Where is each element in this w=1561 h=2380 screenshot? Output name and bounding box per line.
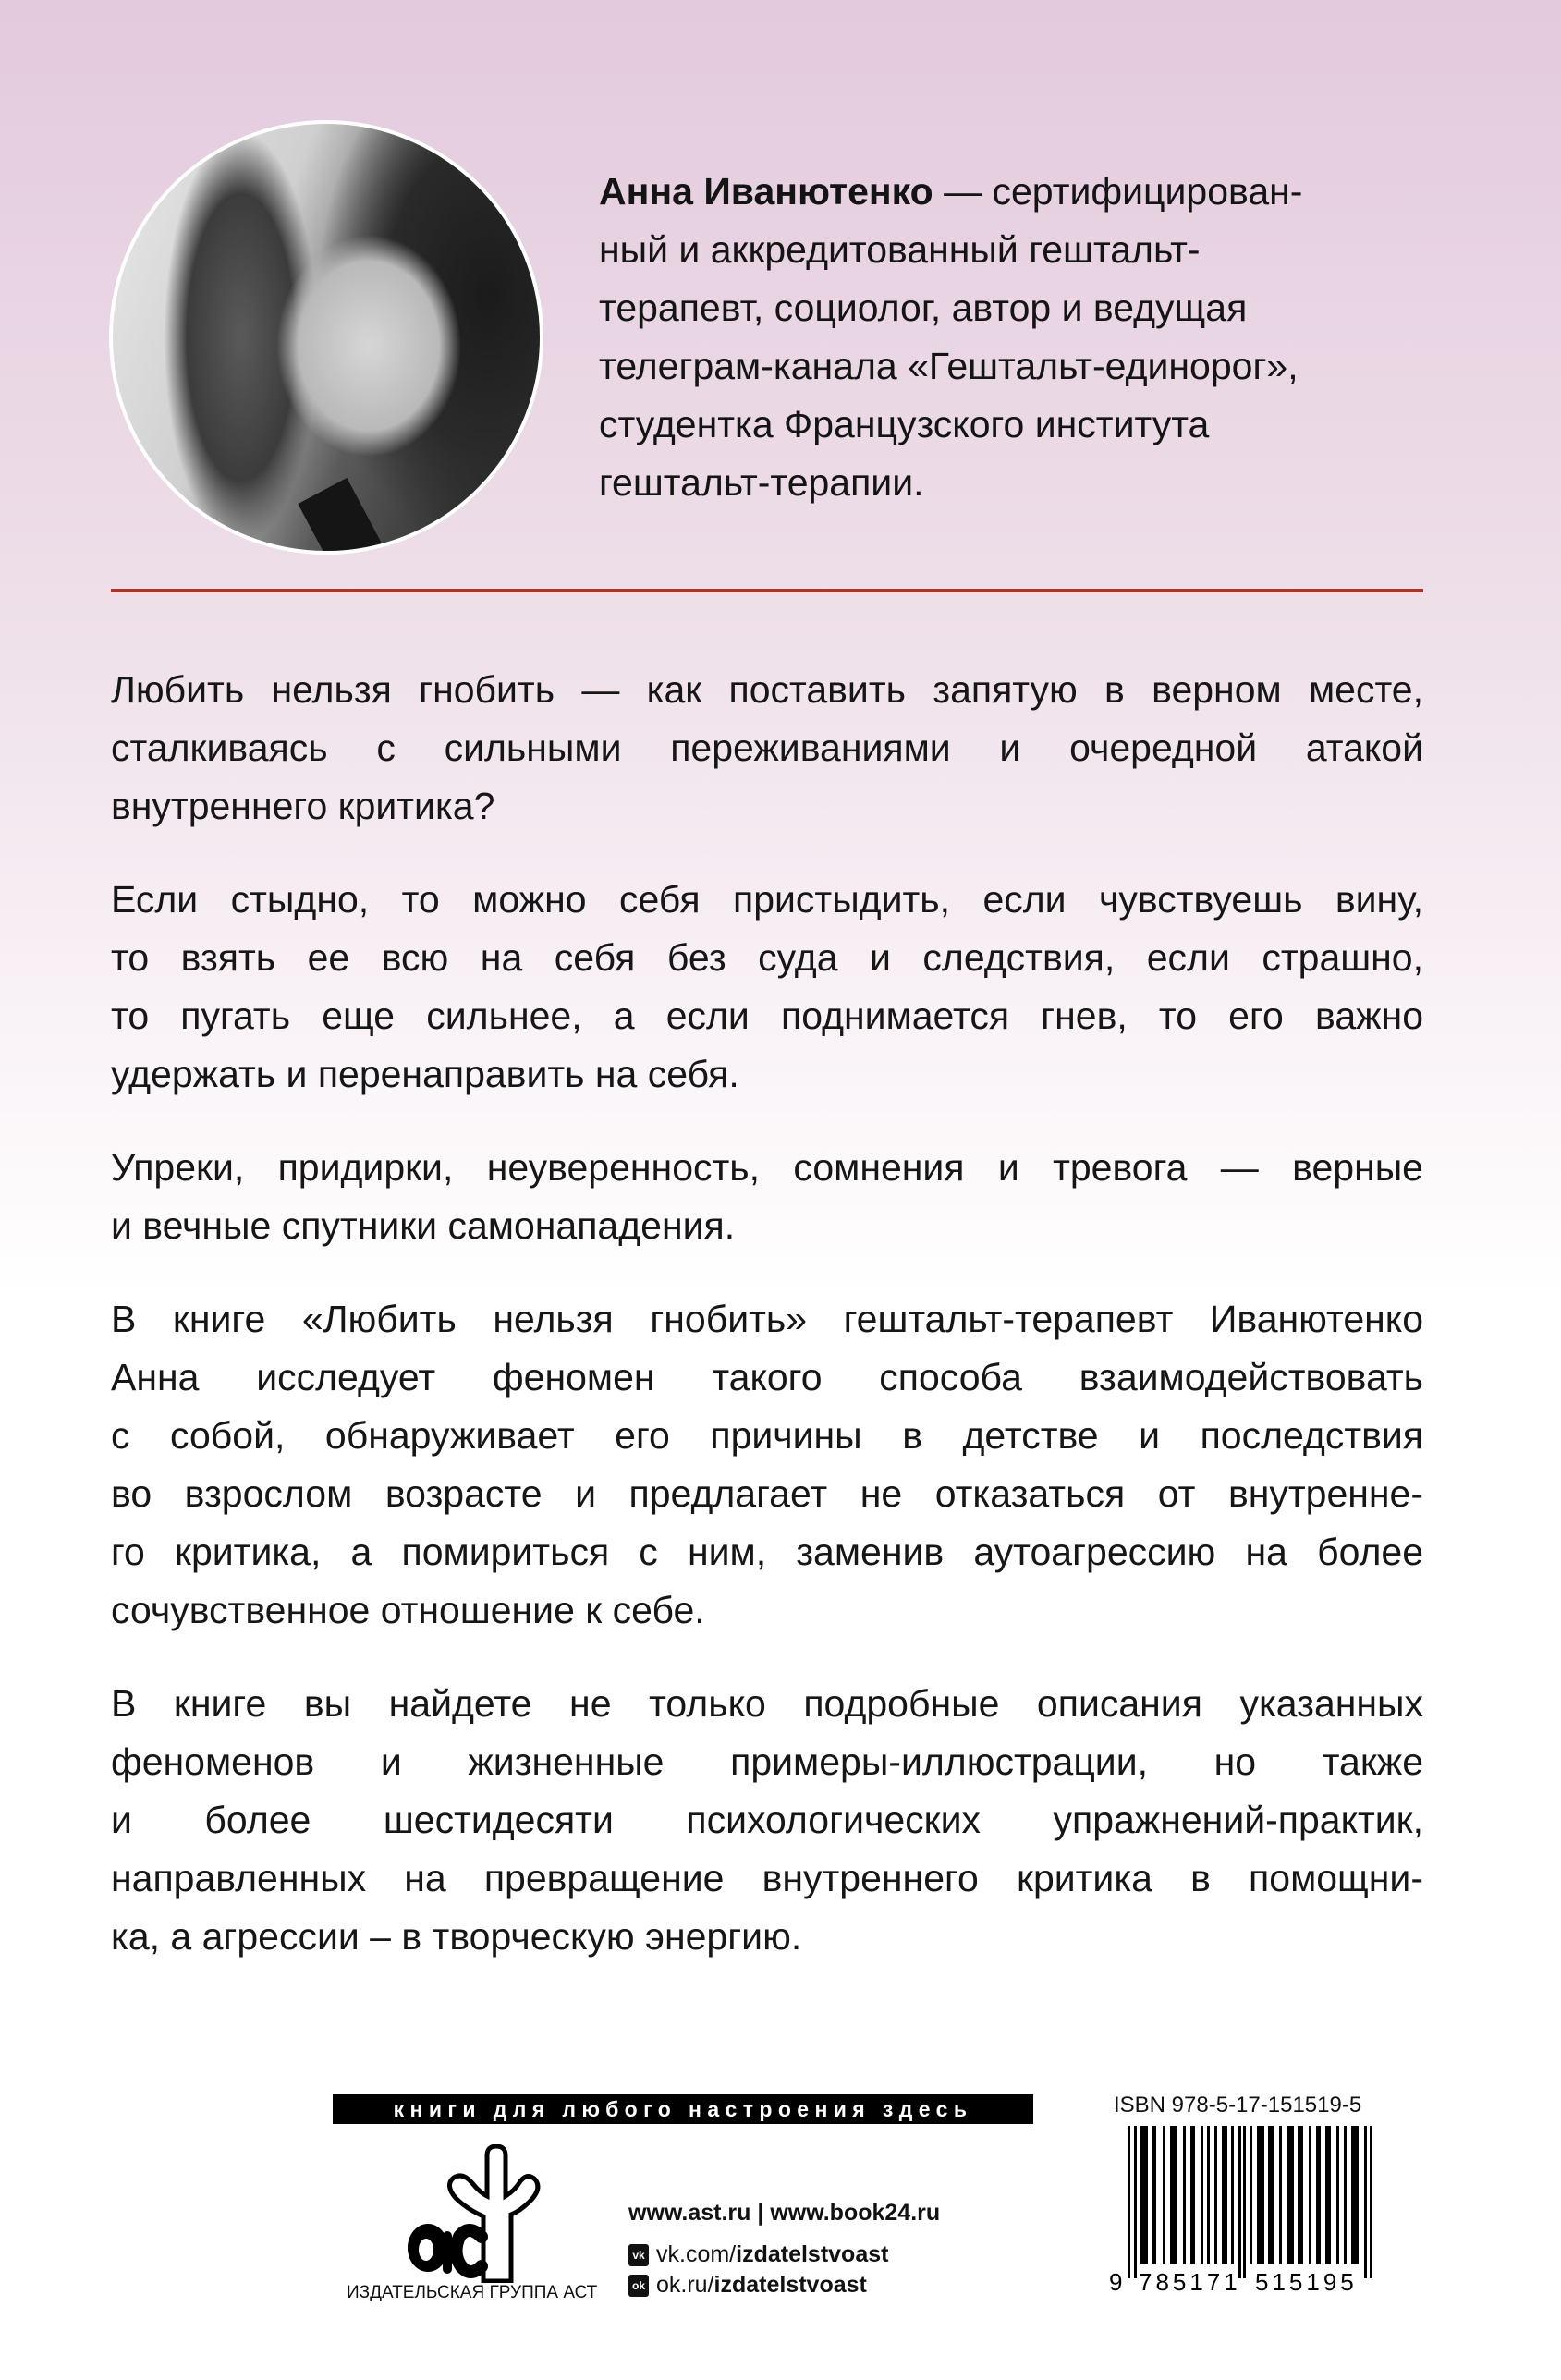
- description-paragraph: Любить нельзя гнобить — как поставить запятую в верном месте, сталкиваясь с сильными переживаниями и очередной атакой внутреннего критика?: [111, 668, 1423, 827]
- vk-icon: vk: [628, 2244, 649, 2266]
- description-paragraph: Упреки, придирки, неуверенность, сомнения и тревога — верные и вечные спутники самонападения.: [111, 1146, 1423, 1247]
- website-links[interactable]: www.ast.ru | www.book24.ru: [628, 2200, 941, 2226]
- svg-text:9: 9: [1109, 2268, 1123, 2292]
- social-link-vk[interactable]: vk vk.com/ izdatelstvoast: [628, 2241, 940, 2268]
- photo-shoulder-strap: [298, 478, 398, 555]
- ok-icon: ok: [628, 2275, 649, 2297]
- slogan-banner: книги для любого настроения здесь: [333, 2094, 1033, 2124]
- barcode-icon: [1109, 2126, 1405, 2292]
- social-link-ok[interactable]: ok ok.ru/ izdatelstvoast: [628, 2272, 940, 2299]
- section-divider: [111, 589, 1423, 592]
- description-paragraph: В книге «Любить нельзя гнобить» гештальт-терапевт Иванютенко Анна исследует феномен такого способа взаимодействовать с собой, обнаруживает его причины в детстве и последствия во взрослом возрасте и предлагает не отказаться от внутренне- го критика, а помириться с ним, заменив аутоагрессию на более сочувственное отношение к себе.: [111, 1298, 1423, 1631]
- author-bio: [599, 163, 1431, 512]
- ast-logo-icon: [365, 2144, 550, 2283]
- description-paragraph: В книге вы найдете не только подробные описания указанных феноменов и жизненные примеры-иллюстрации, но также и более шестидесяти психологических упражнений-практик, направленных на превращение внутреннего критика в помощни- ка, а агрессии – в творческую энергию.: [111, 1682, 1423, 1958]
- bio-line: гештальт-терапии.: [599, 461, 924, 504]
- bio-line: терапевт, социолог, автор и ведущая: [599, 287, 1248, 329]
- svg-text:785171: 785171: [1139, 2268, 1241, 2292]
- bio-line: студентка Французского института: [599, 403, 1210, 445]
- publisher-name: ИЗДАТЕЛЬСКАЯ ГРУППА АСТ: [347, 2283, 598, 2302]
- publisher-links: [628, 2200, 940, 2299]
- svg-text:515195: 515195: [1255, 2268, 1358, 2292]
- author-photo: [109, 120, 543, 555]
- isbn-label: ISBN 978-5-17-151519-5: [1114, 2093, 1362, 2118]
- bio-line: ный и аккредитованный гештальт-: [599, 228, 1201, 271]
- book-description: [111, 661, 1423, 2001]
- author-name: Анна Иванютенко: [599, 170, 933, 213]
- bio-line: Анна Иванютенко — сертифицирован-: [599, 170, 1303, 213]
- bio-line: телеграм-канала «Гештальт-единорог»,: [599, 345, 1299, 387]
- description-paragraph: Если стыдно, то можно себя пристыдить, если чувствуешь вину, то взять ее всю на себя без суда и следствия, если страшно, то пугать еще сильнее, а если поднимается гнев, то его важно удержать и перенаправить на себя.: [111, 878, 1423, 1095]
